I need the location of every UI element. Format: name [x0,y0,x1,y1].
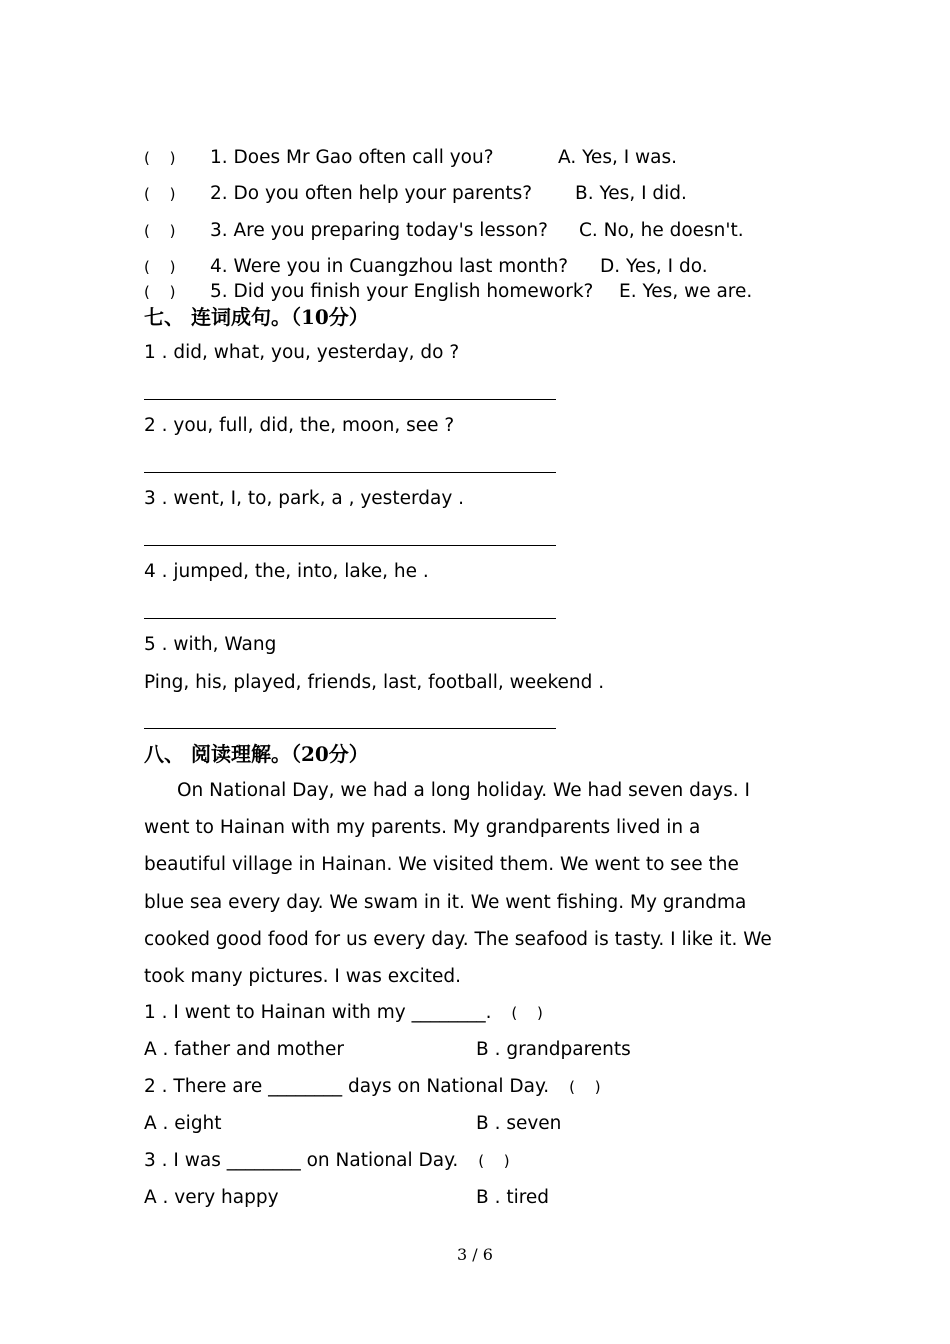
passage-line: beautiful village in Hainan. We visited them. We went to see the [144,854,739,875]
answer-line-2[interactable] [144,472,556,473]
question-text: 1 . I went to Hainan with my ________. [144,1002,492,1023]
matching-row-5 [144,281,753,302]
page-number: 3 / 6 [457,1245,493,1264]
answer-paren[interactable]: ( ) [144,222,176,240]
matching-row-4 [144,256,708,277]
answer-paren[interactable]: ( ) [511,1004,543,1022]
answer-paren[interactable]: ( ) [478,1152,510,1170]
answer-line-4[interactable] [144,618,556,619]
option-b[interactable]: B . grandparents [476,1039,631,1060]
option-a[interactable]: A . father and mother [144,1039,344,1060]
reading-question-2 [144,1078,601,1097]
matching-question: 1. Does Mr Gao often call you? [210,147,494,168]
reorder-item-3: 3 . went, I, to, park, a , yesterday . [144,488,465,509]
matching-answer: B. Yes, I did. [575,183,687,204]
matching-question: 4. Were you in Cuangzhou last month? [210,256,569,277]
answer-paren[interactable]: ( ) [144,185,176,203]
question-text: 3 . I was ________ on National Day. [144,1150,459,1171]
passage-line: went to Hainan with my parents. My grandparents lived in a [144,817,701,838]
question-text: 2 . There are ________ days on National Day. [144,1076,550,1097]
option-b[interactable]: B . seven [476,1113,562,1134]
matching-question: 5. Did you finish your English homework? [210,281,594,302]
option-a[interactable]: A . eight [144,1113,222,1134]
passage-line: took many pictures. I was excited. [144,966,461,987]
reorder-item-1: 1 . did, what, you, yesterday, do ? [144,342,460,363]
reading-question-3 [144,1152,510,1171]
matching-row-2 [144,183,687,204]
section-8-heading: 八、 阅读理解。（20分） [144,742,369,766]
answer-line-3[interactable] [144,545,556,546]
answer-paren[interactable]: ( ) [144,283,176,301]
matching-answer: C. No, he doesn't. [579,220,744,241]
matching-row-3 [144,220,744,241]
option-b[interactable]: B . tired [476,1187,550,1208]
reading-question-1 [144,1004,543,1023]
answer-line-5[interactable] [144,728,556,729]
matching-row-1 [144,147,678,168]
option-a[interactable]: A . very happy [144,1187,279,1208]
passage-line: On National Day, we had a long holiday. We had seven days. I [177,780,751,801]
matching-answer: A. Yes, I was. [558,147,678,168]
answer-line-1[interactable] [144,399,556,400]
reorder-item-5-continued: Ping, his, played, friends, last, football, weekend . [144,672,605,693]
matching-question: 2. Do you often help your parents? [210,183,533,204]
answer-paren[interactable]: ( ) [569,1078,601,1096]
reorder-item-4: 4 . jumped, the, into, lake, he . [144,561,429,582]
passage-line: cooked good food for us every day. The seafood is tasty. I like it. We [144,929,772,950]
section-7-heading: 七、 连词成句。（10分） [144,305,369,329]
reorder-item-2: 2 . you, full, did, the, moon, see ? [144,415,455,436]
matching-question: 3. Are you preparing today's lesson? [210,220,548,241]
answer-paren[interactable]: ( ) [144,149,176,167]
matching-answer: E. Yes, we are. [619,281,753,302]
reorder-item-5: 5 . with, Wang [144,634,277,655]
matching-answer: D. Yes, I do. [600,256,708,277]
answer-paren[interactable]: ( ) [144,258,176,276]
passage-line: blue sea every day. We swam in it. We went fishing. My grandma [144,892,747,913]
